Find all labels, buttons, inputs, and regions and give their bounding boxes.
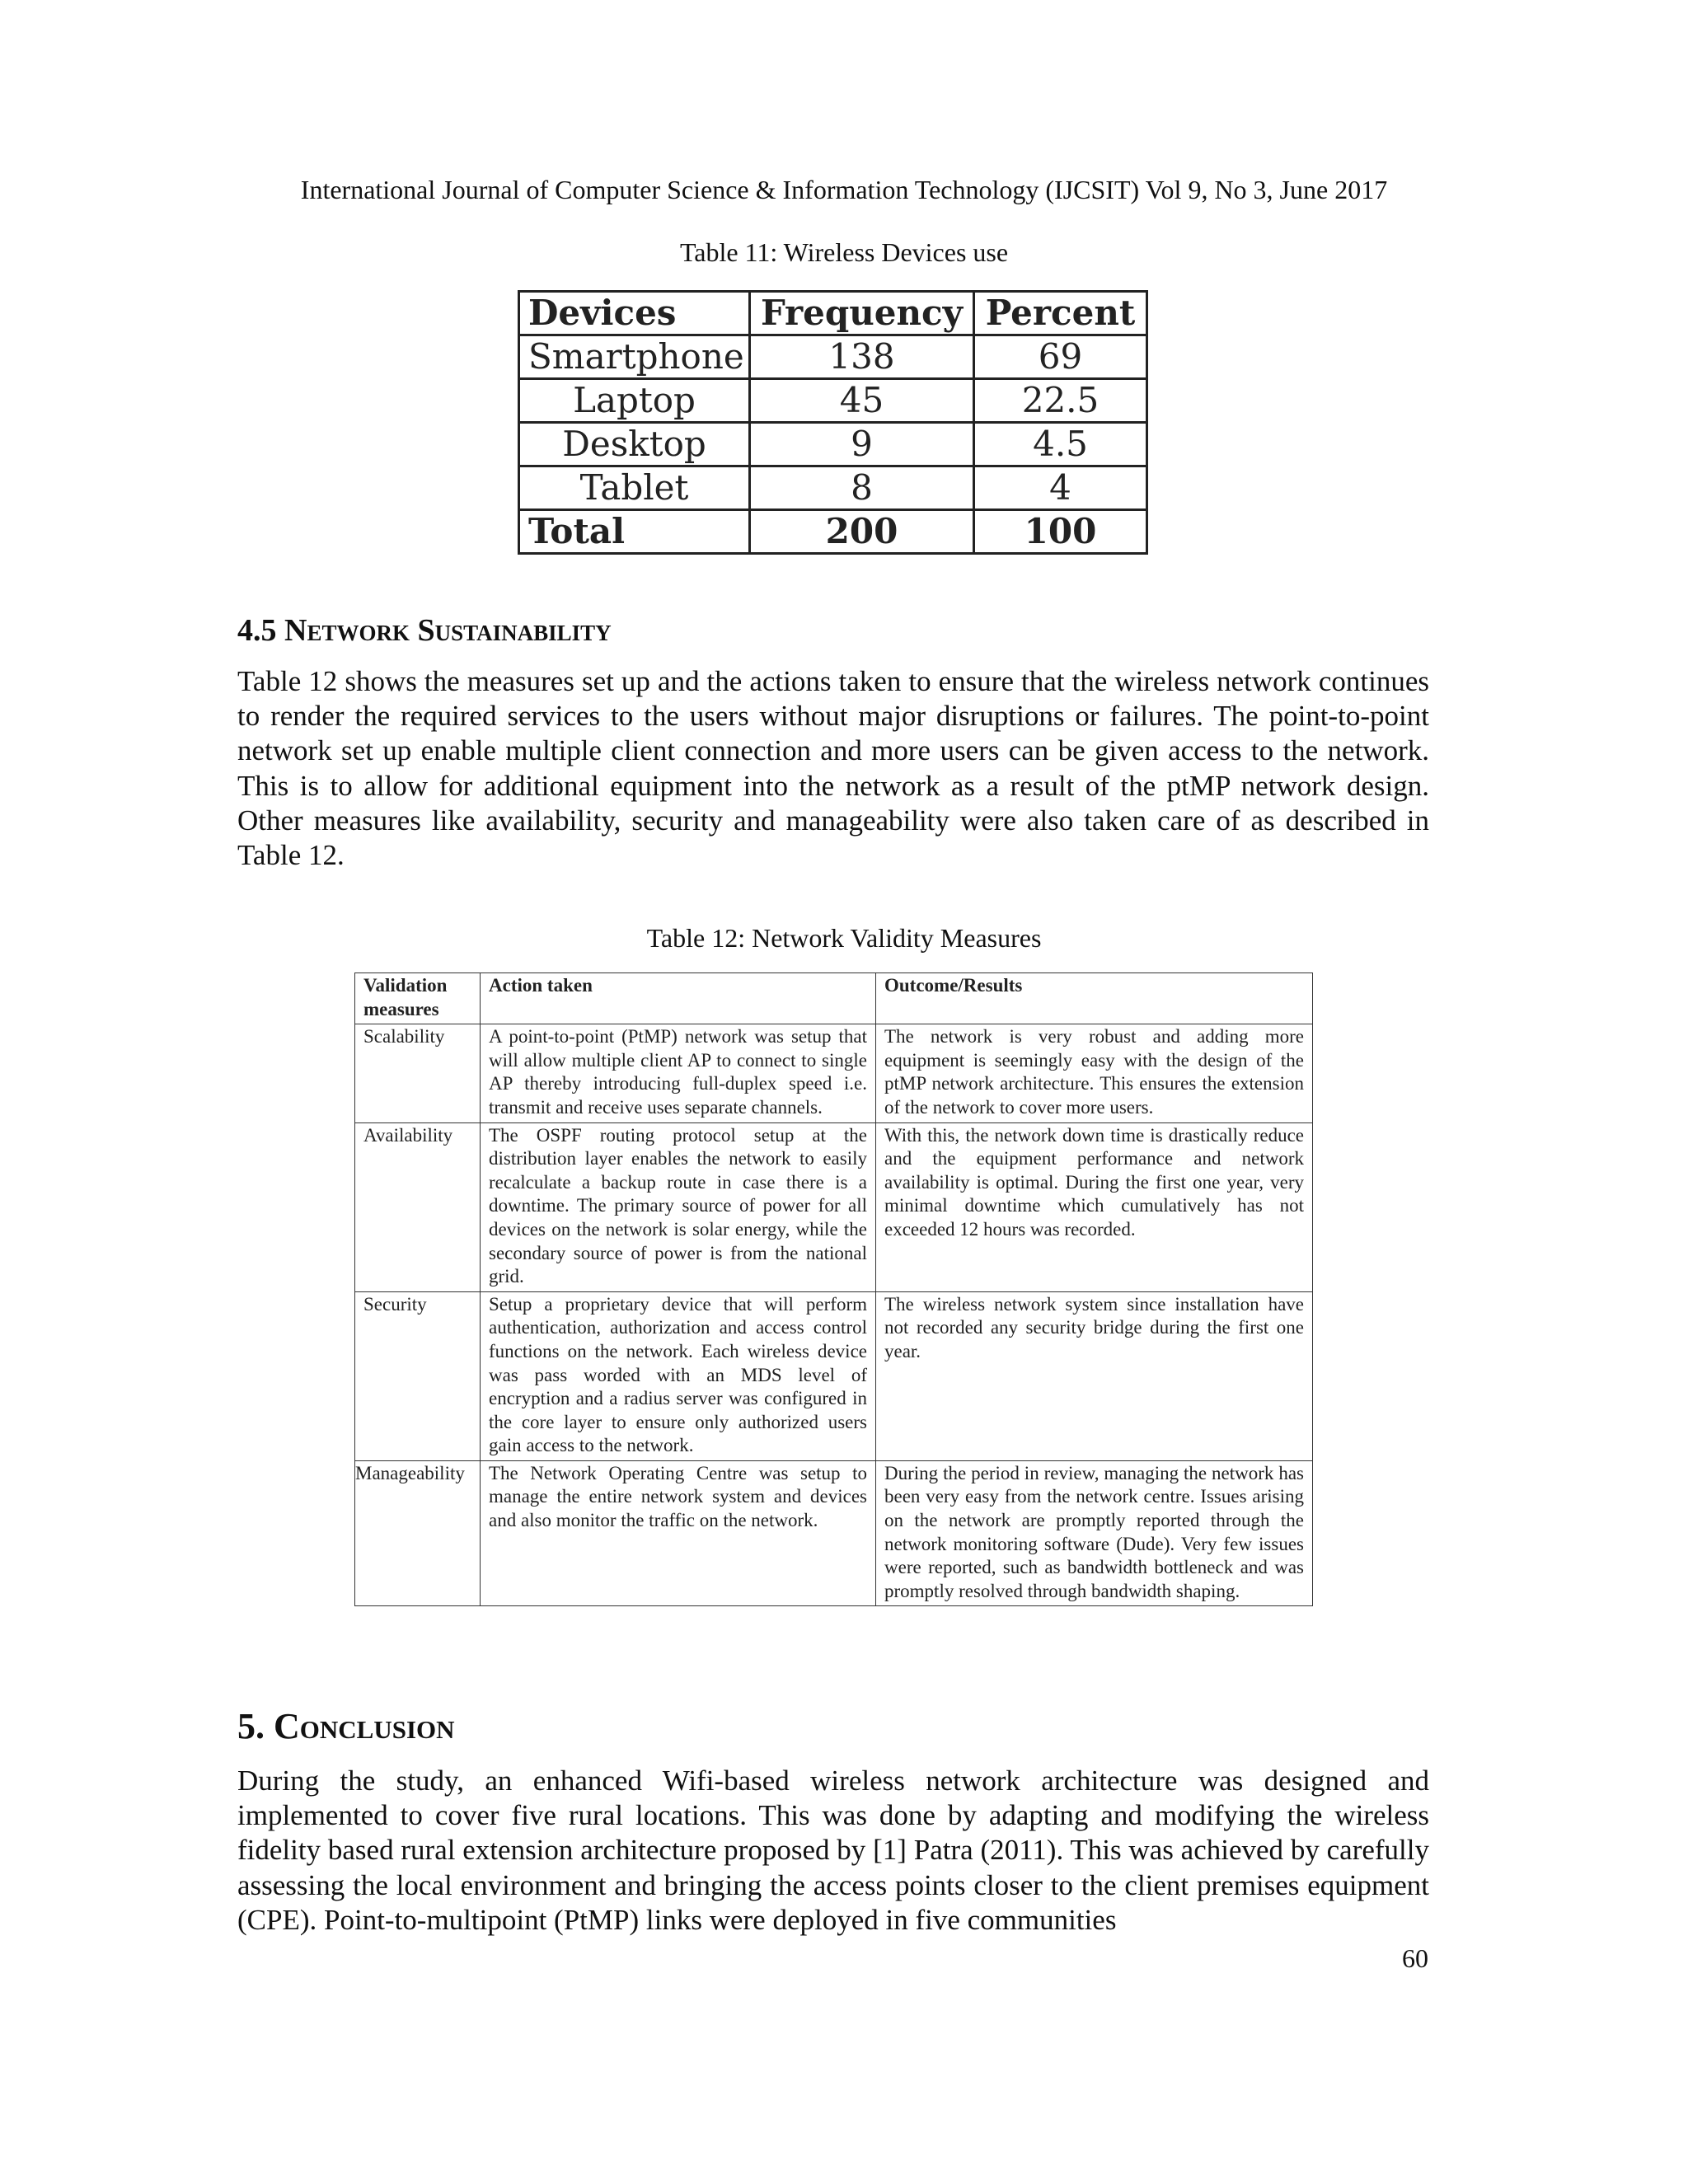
percent-cell: 4.5 [974,423,1147,466]
column-header-percent: Percent [974,292,1147,335]
total-frequency-cell: 200 [750,510,974,554]
action-cell: The Network Operating Centre was setup to manage the entire network system and devices and also monitor the traffic on the network. [481,1460,876,1606]
frequency-cell: 138 [750,335,974,379]
table-row [519,423,1147,466]
paragraph-network-sustainability: Table 12 shows the measures set up and the actions taken to ensure that the wireless network continues to render the required services to the users without major disruptions or failures. The point-to-point network set up enable multiple client connection and more users can be given access to the network. This is to allow for additional equipment into the network as a result of the ptMP network design. Other measures like availability, security and manageability were also taken care of as described in Table 12. [237,665,1429,872]
percent-cell: 69 [974,335,1147,379]
table-row [355,1291,1313,1460]
page-number: 60 [1402,1943,1428,1973]
total-percent-cell: 100 [974,510,1147,554]
outcome-cell: With this, the network down time is drastically reduce and the equipment performance and network availability is optimal. During the first one year, very minimal downtime which cumulatively has not exceeded 12 hours was recorded. [876,1122,1313,1291]
table-12-caption: Table 12: Network Validity Measures [646,923,1042,953]
action-cell: A point-to-point (PtMP) network was setup that will allow multiple client AP to connect to single AP thereby introducing full-duplex speed i.e. transmit and receive uses separate channels. [481,1024,876,1122]
device-cell: Desktop [519,423,750,466]
outcome-cell: During the period in review, managing the network has been very easy from the network centre. Issues arising on the network are promptly reported through the network monitoring software (Dude). Very few issues were reported, such as bandwidth bottleneck and was promptly resolved through bandwidth shaping. [876,1460,1313,1606]
running-header: International Journal of Computer Science & Information Technology (IJCSIT) Vol 9, No 3, June 2017 [300,175,1388,204]
table-header-row [355,973,1313,1024]
outcome-cell: The network is very robust and adding more equipment is seemingly easy with the design of the ptMP network architecture. This ensures the extension of the network to cover more users. [876,1024,1313,1122]
table-11-caption: Table 11: Wireless Devices use [679,237,1009,267]
device-cell: Laptop [519,379,750,423]
table-row [519,466,1147,510]
table-12 [354,972,1313,1606]
table-11 [518,290,1148,555]
table-row [355,1122,1313,1291]
outcome-cell: The wireless network system since installation have not recorded any security bridge during the first one year. [876,1291,1313,1460]
measure-cell: Scalability [355,1024,481,1122]
column-header-devices: Devices [519,292,750,335]
column-header-action-taken: Action taken [481,973,876,1024]
table-row [519,379,1147,423]
table-header-row [519,292,1147,335]
column-header-frequency: Frequency [750,292,974,335]
frequency-cell: 45 [750,379,974,423]
table-row [519,335,1147,379]
action-cell: Setup a proprietary device that will perform authentication, authorization and access control functions on the network. Each wireless device was pass worded with an MDS level of encryption and a radius server was configured in the core layer to ensure only authorized users gain access to the network. [481,1291,876,1460]
measure-cell: Security [355,1291,481,1460]
table-total-row [519,510,1147,554]
device-cell: Tablet [519,466,750,510]
paragraph-conclusion: During the study, an enhanced Wifi-based wireless network architecture was designed and implemented to cover five rural locations. This was done by adapting and modifying the wireless fidelity based rural extension architecture proposed by [1] Patra (2011). This was achieved by carefully assessing the local environment and bringing the access points closer to the client premises equipment (CPE). Point-to-multipoint (PtMP) links were deployed in five communities [237,1765,1429,1936]
measure-cell: Availability [355,1122,481,1291]
frequency-cell: 9 [750,423,974,466]
device-cell: Smartphone [519,335,750,379]
column-header-validation-measures: Validation measures [355,973,481,1024]
measure-cell: Manageability [355,1460,481,1606]
section-heading-4-5: 4.5 Network Sustainability [237,613,612,648]
percent-cell: 22.5 [974,379,1147,423]
total-label-cell: Total [519,510,750,554]
column-header-outcome-results: Outcome/Results [876,973,1313,1024]
section-heading-5: 5. Conclusion [237,1706,455,1746]
action-cell: The OSPF routing protocol setup at the distribution layer enables the network to easily recalculate a backup route in case there is a downtime. The primary source of power for all devices on the network is solar energy, while the secondary source of power is from the national grid. [481,1122,876,1291]
table-row [355,1024,1313,1122]
percent-cell: 4 [974,466,1147,510]
frequency-cell: 8 [750,466,974,510]
table-row [355,1460,1313,1606]
